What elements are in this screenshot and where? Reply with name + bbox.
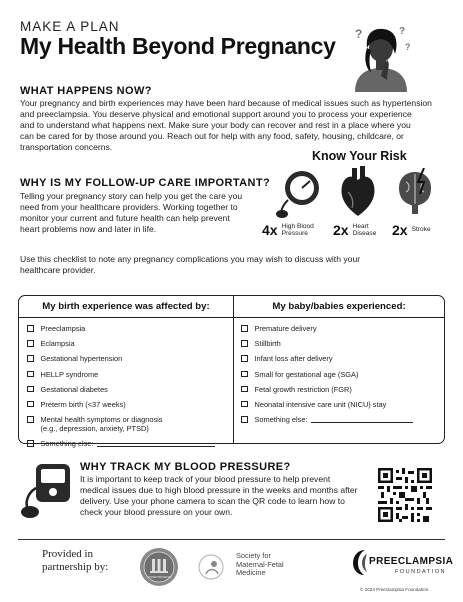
heart-icon	[338, 166, 378, 218]
partner-seal-logo	[139, 547, 179, 587]
list-item[interactable]: HELLP syndrome	[27, 370, 227, 379]
checkbox[interactable]	[27, 371, 34, 378]
what-happens-paragraph: Your pregnancy and birth experiences may have been hard because of medical issues such as hypertension and preeclampsia. You deserve physical and emotional support around you to process your experience and to understand what happens next. Make sure your body can recover and rest in a place where you can be cared for by those around you. Reach out for help with any food, safety, housing, childcare, or transportation concerns.	[20, 98, 432, 152]
svg-text:?: ?	[405, 42, 411, 52]
list-item[interactable]: Eclampsia	[27, 339, 227, 348]
section-heading-follow-up: WHY IS MY FOLLOW-UP CARE IMPORTANT?	[20, 177, 271, 189]
page-title: My Health Beyond Pregnancy	[20, 33, 336, 59]
list-item[interactable]: Small for gestational age (SGA)	[241, 370, 441, 379]
list-item[interactable]: Preterm birth (<37 weeks)	[27, 400, 227, 409]
section-heading-blood-pressure: WHY TRACK MY BLOOD PRESSURE?	[80, 461, 291, 473]
blood-pressure-monitor-icon	[18, 458, 76, 520]
checkbox[interactable]	[27, 355, 34, 362]
table-header-line	[19, 317, 444, 318]
list-item[interactable]: Preeclampsia	[27, 324, 227, 333]
checklist-table	[18, 295, 445, 449]
checkbox[interactable]	[241, 371, 248, 378]
blood-pressure-monitor-icon	[272, 168, 328, 220]
risk-multiplier: 4x	[262, 222, 278, 238]
list-item[interactable]: Gestational hypertension	[27, 354, 227, 363]
svg-text:?: ?	[355, 27, 363, 41]
checkbox[interactable]	[241, 416, 248, 423]
checkbox[interactable]	[241, 386, 248, 393]
follow-up-paragraph: Telling your pregnancy story can help you get the care you need from your healthcare providers. Working together to monitor your current and future health can help prevent heart problems now and later in life.	[20, 191, 243, 234]
preeclampsia-foundation-name: PREECLAMPSIA	[369, 556, 454, 567]
list-item[interactable]: Infant loss after delivery	[241, 354, 441, 363]
write-in-line[interactable]	[97, 439, 215, 447]
thinking-woman-icon	[347, 20, 417, 92]
list-item[interactable]: Neonatal intensive care unit (NICU) stay	[241, 400, 441, 409]
write-in-line[interactable]	[311, 415, 413, 423]
risk-label: Stroke	[411, 226, 431, 234]
risk-multiplier: 2x	[392, 222, 408, 238]
checklist-intro: Use this checklist to note any pregnancy complications you may wish to discuss with your healthcare provider.	[20, 254, 361, 275]
risk-multiplier: 2x	[333, 222, 349, 238]
checkbox[interactable]	[27, 386, 34, 393]
svg-text:HYPERTENSION: HYPERTENSION	[147, 575, 171, 579]
know-your-risk-title: Know Your Risk	[312, 149, 407, 163]
risk-item-stroke	[392, 222, 431, 238]
smfm-logo-icon	[196, 552, 230, 582]
list-item[interactable]: Gestational diabetes	[27, 385, 227, 394]
section-heading-what-happens: WHAT HAPPENS NOW?	[20, 85, 152, 97]
checkbox[interactable]	[241, 401, 248, 408]
birth-experience-heading: My birth experience was affected by:	[42, 301, 210, 312]
qr-code[interactable]	[378, 468, 432, 522]
risk-label: Heart Disease	[352, 222, 377, 237]
baby-experience-list	[241, 324, 441, 424]
copyright: © 2024 Preeclampsia Foundation	[360, 587, 429, 592]
footer-divider	[18, 539, 445, 540]
checkbox[interactable]	[27, 401, 34, 408]
risk-label: High Blood Pressure	[281, 222, 314, 237]
list-item[interactable]: Mental health symptoms or diagnosis (e.g., depression, anxiety, PTSD)	[27, 415, 227, 433]
provided-in-partnership: Provided in partnership by:	[42, 548, 109, 573]
smfm-logo-text: Society for Maternal-Fetal Medicine	[236, 551, 284, 577]
brain-icon	[394, 168, 436, 218]
list-item[interactable]: Stillbirth	[241, 339, 441, 348]
svg-text:?: ?	[399, 26, 406, 37]
list-item[interactable]: Fetal growth restriction (FGR)	[241, 385, 441, 394]
list-item[interactable]: Premature delivery	[241, 324, 441, 333]
checkbox[interactable]	[27, 325, 34, 332]
checkbox[interactable]	[27, 340, 34, 347]
checkbox[interactable]	[27, 440, 34, 447]
blood-pressure-paragraph: It is important to keep track of your blood pressure to help prevent medical issues due to high blood pressure in the weeks and months after delivery. Use your phone camera to scan the QR code to learn how to check your blood pressure on your own.	[80, 474, 358, 517]
preeclampsia-foundation-sub: FOUNDATION	[395, 569, 446, 575]
list-item-other[interactable]: Something else:	[241, 415, 441, 424]
checkbox[interactable]	[241, 355, 248, 362]
checkbox[interactable]	[27, 416, 34, 423]
checkbox[interactable]	[241, 340, 248, 347]
page-kicker: MAKE A PLAN	[20, 19, 120, 34]
list-item-other[interactable]: Something else:	[27, 439, 227, 448]
checkbox[interactable]	[241, 325, 248, 332]
baby-experience-heading: My baby/babies experienced:	[272, 301, 406, 312]
risk-item-heart-disease	[333, 222, 376, 238]
birth-experience-list	[27, 324, 227, 448]
